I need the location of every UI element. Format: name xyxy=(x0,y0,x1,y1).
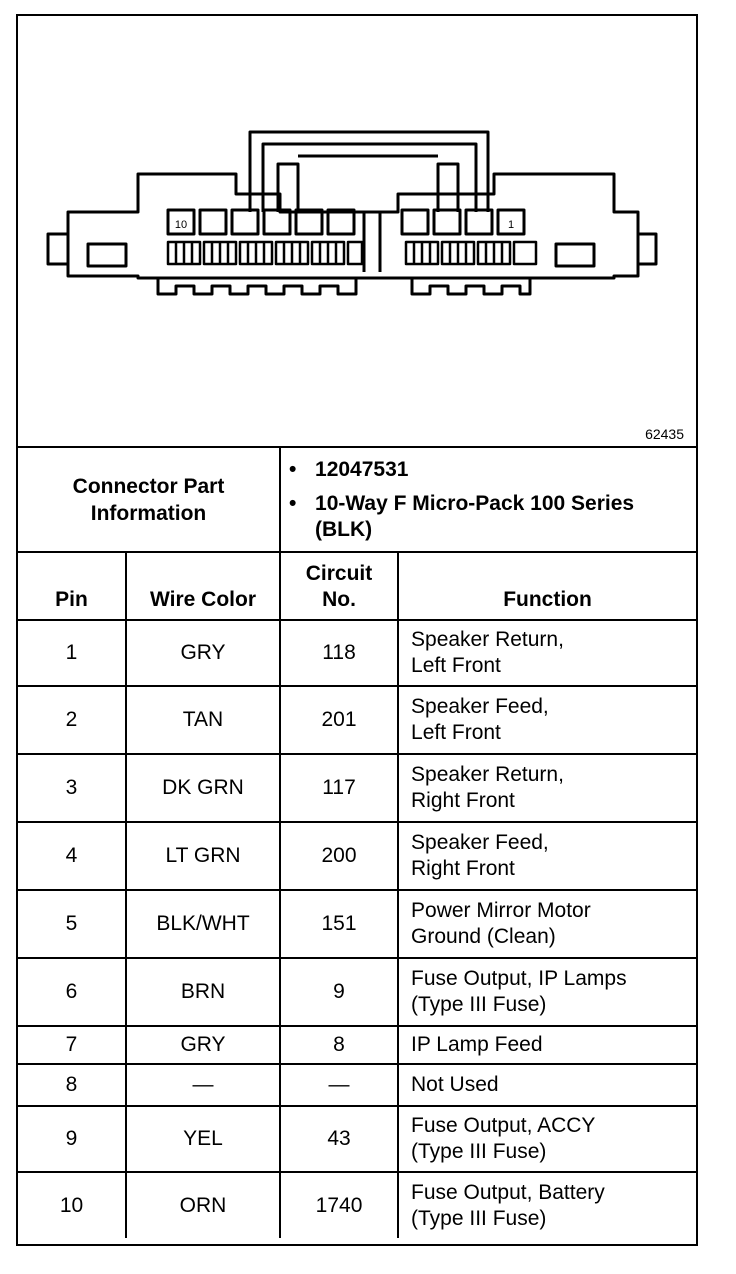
pinout-table xyxy=(18,448,696,1238)
pin-cell: 7 xyxy=(18,1026,126,1064)
table-row xyxy=(18,1106,696,1172)
function-line: Power Mirror Motor xyxy=(411,899,591,922)
function-cell xyxy=(398,1064,696,1106)
function-line: Speaker Return, xyxy=(411,628,564,651)
function-cell xyxy=(398,822,696,890)
function-line: Speaker Feed, xyxy=(411,695,549,718)
pin-cell: 4 xyxy=(18,822,126,890)
function-line: Left Front xyxy=(411,721,501,744)
table-row xyxy=(18,754,696,822)
pin-cell: 9 xyxy=(18,1106,126,1172)
function-line: Ground (Clean) xyxy=(411,925,556,948)
wire-color-cell: — xyxy=(126,1064,280,1106)
function-line: (Type III Fuse) xyxy=(411,993,547,1016)
wire-color-cell: BRN xyxy=(126,958,280,1026)
table-row xyxy=(18,1064,696,1106)
header-row xyxy=(18,552,696,620)
function-cell xyxy=(398,620,696,686)
connector-diagram xyxy=(18,16,696,446)
pinout-rows xyxy=(18,620,696,1238)
table-row xyxy=(18,1172,696,1238)
connector-sheet xyxy=(16,14,698,1246)
upper-cavities-left xyxy=(168,210,354,234)
pin-cell: 8 xyxy=(18,1064,126,1106)
circuit-cell: 151 xyxy=(280,890,398,958)
circuit-cell: 200 xyxy=(280,822,398,890)
wire-color-cell: BLK/WHT xyxy=(126,890,280,958)
function-cell xyxy=(398,754,696,822)
function-line: Right Front xyxy=(411,857,515,880)
function-line: Speaker Return, xyxy=(411,763,564,786)
function-line: Not Used xyxy=(411,1073,499,1096)
circuit-cell: 8 xyxy=(280,1026,398,1064)
circuit-cell: 43 xyxy=(280,1106,398,1172)
lower-terminals-right xyxy=(406,242,536,264)
function-cell xyxy=(398,1106,696,1172)
function-line: Fuse Output, IP Lamps xyxy=(411,967,627,990)
upper-cavities-right xyxy=(402,210,524,234)
header-function: Function xyxy=(398,552,696,620)
connector-info-items-cell xyxy=(280,448,696,552)
header-wire-color: Wire Color xyxy=(126,552,280,620)
wire-color-cell: GRY xyxy=(126,1026,280,1064)
circuit-cell: 118 xyxy=(280,620,398,686)
function-line: Speaker Feed, xyxy=(411,831,549,854)
pin-cell: 2 xyxy=(18,686,126,754)
bullet-icon: • xyxy=(289,457,297,481)
pin-cell: 1 xyxy=(18,620,126,686)
function-line: Right Front xyxy=(411,789,515,812)
circuit-cell: 201 xyxy=(280,686,398,754)
left-end-tab xyxy=(48,234,68,264)
function-line: Fuse Output, Battery xyxy=(411,1180,605,1204)
function-cell xyxy=(398,1172,696,1238)
pin-label-left: 10 xyxy=(174,219,188,231)
wire-color-cell: YEL xyxy=(126,1106,280,1172)
diagram-number: 62435 xyxy=(645,426,684,442)
header-circuit-no xyxy=(280,552,398,620)
connector-drawing xyxy=(18,16,696,446)
wire-color-cell: DK GRN xyxy=(126,754,280,822)
connector-latch-inner xyxy=(263,144,476,212)
pin-cell: 6 xyxy=(18,958,126,1026)
table-row xyxy=(18,1026,696,1064)
wire-color-cell: LT GRN xyxy=(126,822,280,890)
connector-info-item xyxy=(289,457,696,483)
wire-color-cell: TAN xyxy=(126,686,280,754)
header-circuit-no-text: Circuit No. xyxy=(305,562,373,611)
part-number: 12047531 xyxy=(315,457,409,481)
connector-info-label-cell xyxy=(18,448,280,552)
wire-color-cell: GRY xyxy=(126,620,280,686)
function-cell xyxy=(398,1026,696,1064)
circuit-cell: 9 xyxy=(280,958,398,1026)
table-row xyxy=(18,958,696,1026)
function-cell xyxy=(398,958,696,1026)
header-pin: Pin xyxy=(18,552,126,620)
lower-terminals-left xyxy=(168,242,362,264)
circuit-cell: — xyxy=(280,1064,398,1106)
function-line: IP Lamp Feed xyxy=(411,1033,543,1056)
function-cell xyxy=(398,686,696,754)
circuit-cell: 1740 xyxy=(280,1172,398,1238)
function-line: (Type III Fuse) xyxy=(411,1140,547,1163)
function-line: (Type III Fuse) xyxy=(411,1206,547,1230)
pin-label-right: 1 xyxy=(507,219,515,231)
function-line: Left Front xyxy=(411,654,501,677)
connector-info-label: Connector Part Information xyxy=(72,474,225,525)
connector-description: 10-Way F Micro-Pack 100 Series (BLK) xyxy=(315,491,635,541)
connector-bottom-teeth xyxy=(158,278,530,294)
function-line: Fuse Output, ACCY xyxy=(411,1114,596,1137)
function-cell xyxy=(398,890,696,958)
connector-info-list xyxy=(281,457,696,543)
right-end-tab xyxy=(638,234,656,264)
table-row xyxy=(18,890,696,958)
bullet-icon: • xyxy=(289,491,297,515)
wire-color-cell: ORN xyxy=(126,1172,280,1238)
pin-cell: 10 xyxy=(18,1172,126,1238)
connector-info-row xyxy=(18,448,696,552)
circuit-cell: 117 xyxy=(280,754,398,822)
pin-cell: 3 xyxy=(18,754,126,822)
table-row xyxy=(18,822,696,890)
pin-cell: 5 xyxy=(18,890,126,958)
connector-info-item xyxy=(289,491,696,543)
table-row xyxy=(18,686,696,754)
table-row xyxy=(18,620,696,686)
